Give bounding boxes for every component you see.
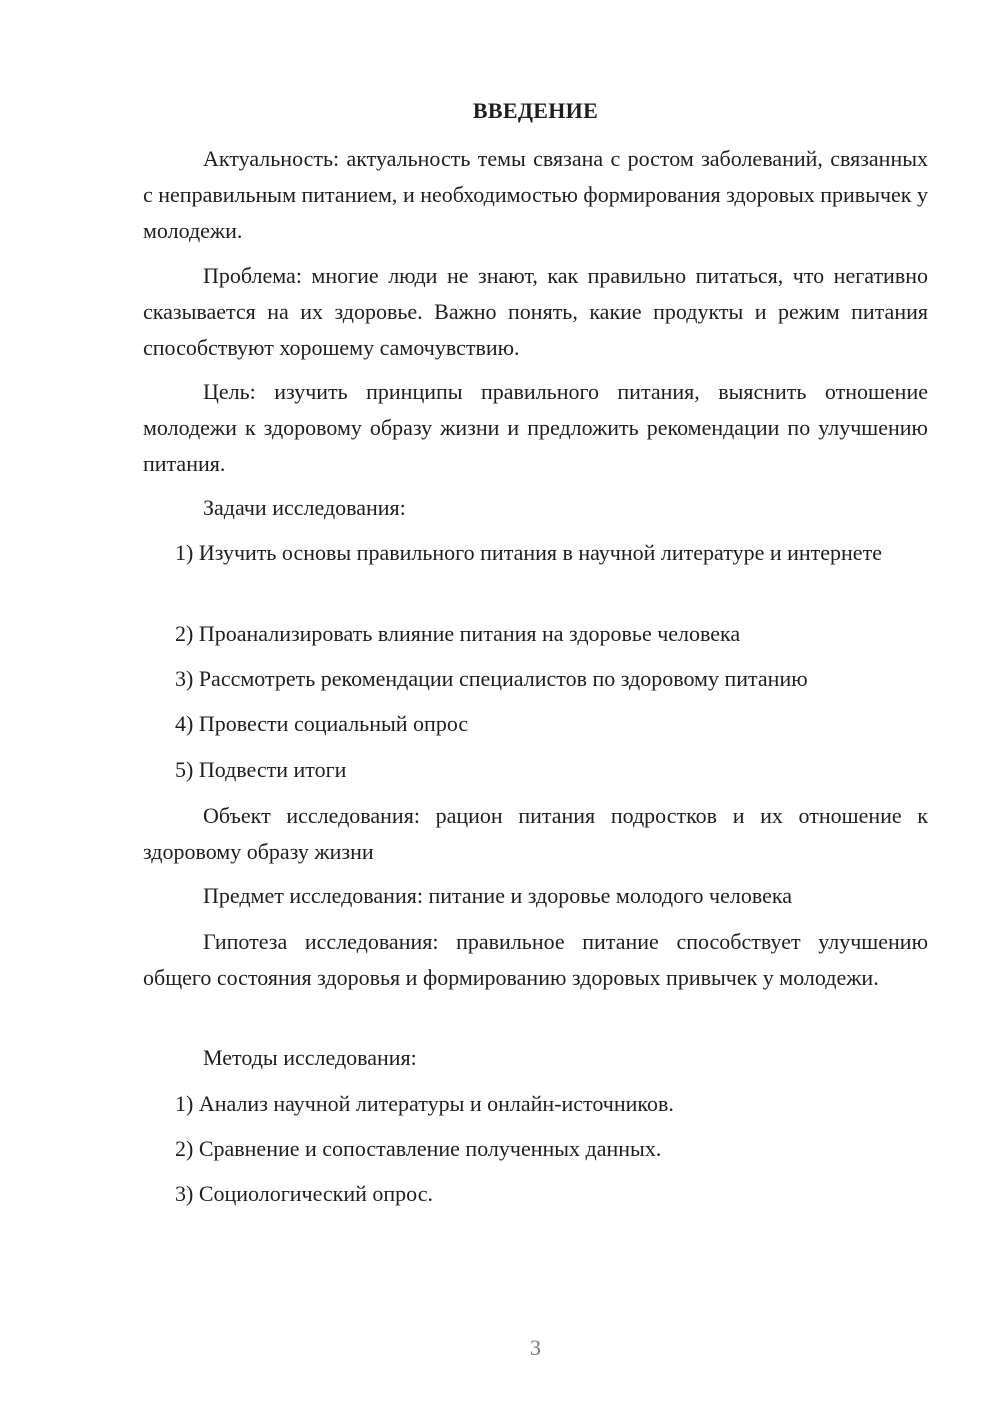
task-item-2: 2) Проанализировать влияние питания на здоровье человека: [175, 621, 741, 646]
page-number: 3: [530, 1335, 541, 1360]
method-item-2: 2) Сравнение и сопоставление полученных данных.: [175, 1136, 662, 1161]
section-title: ВВЕДЕНИЕ: [472, 98, 599, 123]
paragraph-relevance: Актуальность: актуальность темы связана с ростом заболеваний, связанных с неправильным питанием, и необходимостью формирования здоровых привычек у молодежи.: [143, 146, 928, 243]
tasks-heading: Задачи исследования:: [203, 495, 406, 520]
method-item-1: 1) Анализ научной литературы и онлайн-источников.: [175, 1091, 674, 1116]
task-item-4: 4) Провести социальный опрос: [175, 711, 469, 736]
task-item-1: 1) Изучить основы правильного питания в научной литературе и интернете: [175, 540, 882, 565]
paragraph-goal: Цель: изучить принципы правильного питания, выяснить отношение молодежи к здоровому образу жизни и предложить рекомендации по улучшению питания.: [143, 379, 928, 476]
paragraph-hypothesis: Гипотеза исследования: правильное питание способствует улучшению общего состояния здоровья и формированию здоровых привычек у молодежи.: [143, 929, 928, 990]
document-page: [143, 0, 928, 1414]
task-item-5: 5) Подвести итоги: [175, 757, 347, 782]
paragraph-subject: Предмет исследования: питание и здоровье молодого человека: [203, 883, 792, 908]
paragraph-problem: Проблема: многие люди не знают, как правильно питаться, что негативно сказывается на их здоровье. Важно понять, какие продукты и режим питания способствуют хорошему самочувствию.: [143, 263, 928, 360]
task-item-3: 3) Рассмотреть рекомендации специалистов по здоровому питанию: [175, 666, 808, 691]
method-item-3: 3) Социологический опрос.: [175, 1181, 433, 1206]
methods-heading: Методы исследования:: [203, 1045, 417, 1070]
paragraph-object: Объект исследования: рацион питания подростков и их отношение к здоровому образу жизни: [143, 803, 928, 864]
